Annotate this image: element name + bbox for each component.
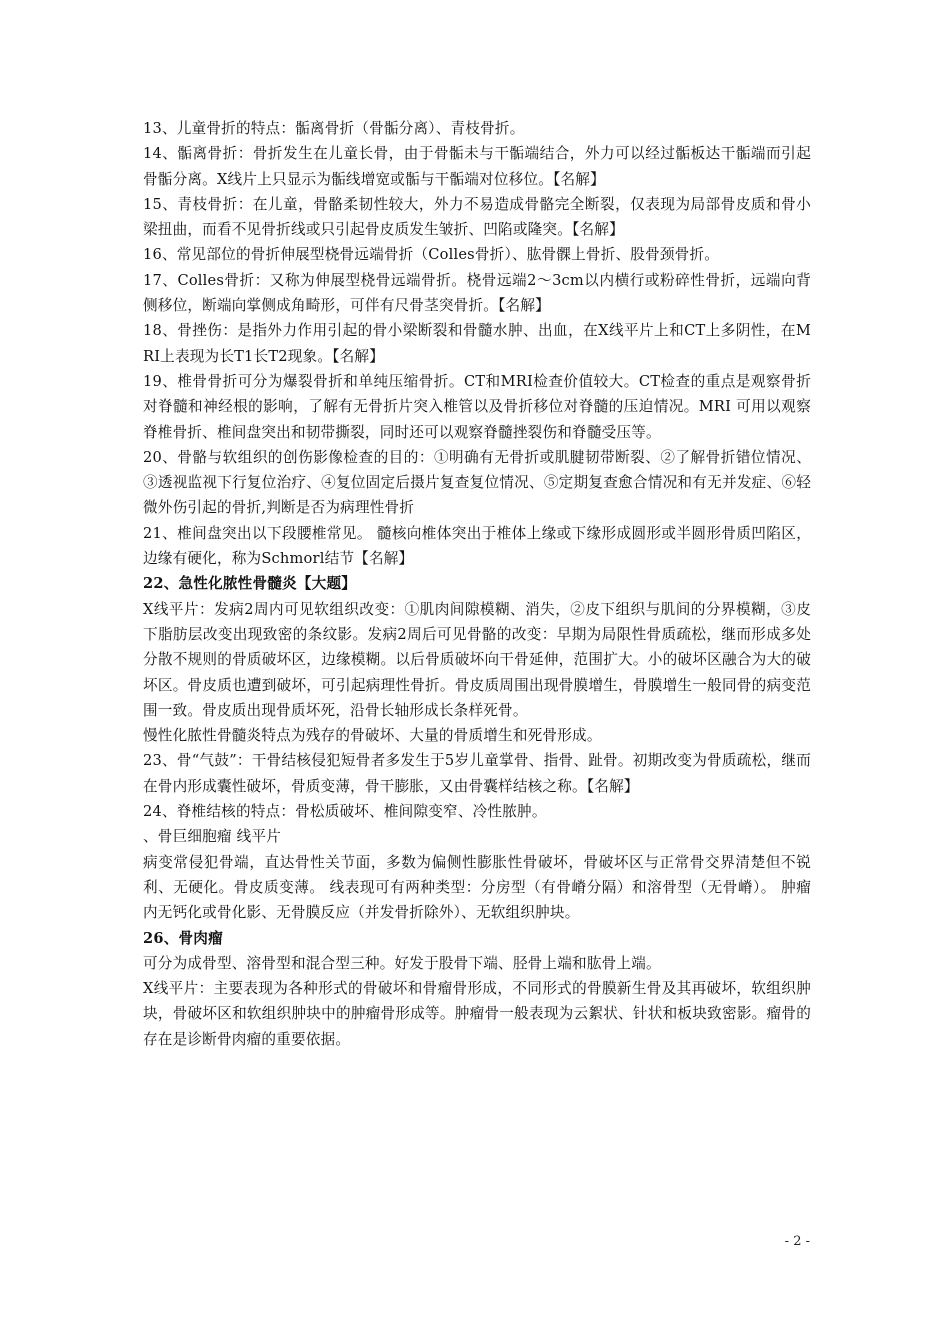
- paragraph-23: 23、骨“气鼓”：干骨结核侵犯短骨者多发生于5岁儿童掌骨、指骨、趾骨。初期改变为骨质疏松，继而在骨内形成囊性破坏，骨质变薄，骨干膨胀，又由骨囊样结核之称。【名解】: [143, 752, 811, 795]
- paragraph-16: 16、常见部位的骨折伸展型桡骨远端骨折（Colles骨折）、肱骨髁上骨折、股骨颈骨折。: [143, 246, 720, 264]
- section-heading-25: 、骨巨细胞瘤 线平片: [143, 828, 281, 846]
- paragraph-26-types: 可分为成骨型、溶骨型和混合型三种。好发于股骨下端、胫骨上端和肱骨上端。: [143, 954, 661, 972]
- paragraph-15: 15、青枝骨折：在儿童，骨骼柔韧性较大，外力不易造成骨骼完全断裂，仅表现为局部骨皮质和骨小梁扭曲，而看不见骨折线或只引起骨皮质发生皱折、凹陷或隆突。【名解】: [143, 195, 811, 239]
- paragraph-19: 19、椎骨骨折可分为爆裂骨折和单纯压缩骨折。CT和MRI检查价值较大。CT检查的重点是观察骨折对脊髓和神经根的影响，了解有无骨折片突入椎管以及骨折移位对脊髓的压迫情况。MRI 可用以观察脊椎骨折、椎间盘突出和韧带撕裂，同时还可以观察脊髓挫裂伤和脊髓受压等。: [143, 372, 811, 441]
- paragraph-22-xray: X线平片：发病2周内可见软组织改变：①肌肉间隙模糊、消失，②皮下组织与肌间的分界模糊，③皮下脂肪层改变出现致密的条纹影。发病2周后可见骨骼的改变：早期为局限性骨质疏松，继而形成多处分散不规则的骨质破坏区，边缘模糊。以后骨质破坏向干骨延伸，范围扩大。小的破坏区融合为大的破坏区。骨皮质也遭到破坏，可引起病理性骨折。骨皮质周围出现骨膜增生，骨膜增生一般同骨的病变范围一致。骨皮质出现骨质坏死，沿骨长轴形成长条样死骨。: [143, 600, 811, 719]
- paragraph-20: 20、骨骼与软组织的创伤影像检查的目的：①明确有无骨折或肌腱韧带断裂、②了解骨折错位情况、③透视监视下行复位治疗、④复位固定后摄片复查复位情况、⑤定期复查愈合情况和有无并发症、⑥轻微外伤引起的骨折,判断是否为病理性骨折: [143, 448, 811, 517]
- paragraph-14: 14、骺离骨折：骨折发生在儿童长骨，由于骨骺未与干骺端结合，外力可以经过骺板达干骺端而引起骨骺分离。X线片上只显示为骺线增宽或骺与干骺端对位移位。【名解】: [143, 145, 811, 188]
- page-number: - 2 -: [784, 1234, 810, 1249]
- section-heading-22: 22、急性化脓性骨髓炎【大题】: [143, 575, 357, 593]
- paragraph-25: 病变常侵犯骨端，直达骨性关节面，多数为偏侧性膨胀性骨破坏，骨破坏区与正常骨交界清楚但不锐利、无硬化。骨皮质变薄。 线表现可有两种类型：分房型（有骨嵴分隔）和溶骨型（无骨嵴）。 肿瘤内无钙化或骨化影、无骨膜反应（并发骨折除外）、无软组织肿块。: [143, 853, 811, 922]
- section-heading-26: 26、骨肉瘤: [143, 929, 223, 947]
- paragraph-17: 17、Colles骨折：又称为伸展型桡骨远端骨折。桡骨远端2～3cm以内横行或粉碎性骨折，远端向背侧移位，断端向掌侧成角畸形，可伴有尺骨茎突骨折。【名解】: [143, 271, 811, 315]
- paragraph-18: 18、骨挫伤：是指外力作用引起的骨小梁断裂和骨髓水肿、出血，在X线平片上和CT上多阴性，在MRI上表现为长T1长T2现象。【名解】: [143, 322, 811, 365]
- paragraph-24: 24、脊椎结核的特点：骨松质破坏、椎间隙变窄、冷性脓肿。: [143, 803, 547, 821]
- paragraph-13: 13、儿童骨折的特点：骺离骨折（骨骺分离）、青枝骨折。: [143, 120, 525, 137]
- paragraph-22-chronic: 慢性化脓性骨髓炎特点为残存的骨破坏、大量的骨质增生和死骨形成。: [143, 727, 602, 745]
- paragraph-21: 21、椎间盘突出以下段腰椎常见。 髓核向椎体突出于椎体上缘或下缘形成圆形或半圆形骨质凹陷区，边缘有硬化，称为Schmorl结节【名解】: [143, 524, 811, 568]
- document-body: [143, 116, 811, 1052]
- paragraph-26-xray: X线平片：主要表现为各种形式的骨破坏和骨瘤骨形成，不同形式的骨膜新生骨及其再破坏，软组织肿块，骨破坏区和软组织肿块中的肿瘤骨形成等。肿瘤骨一般表现为云絮状、针状和板块致密影。瘤骨的存在是诊断骨肉瘤的重要依据。: [143, 980, 811, 1048]
